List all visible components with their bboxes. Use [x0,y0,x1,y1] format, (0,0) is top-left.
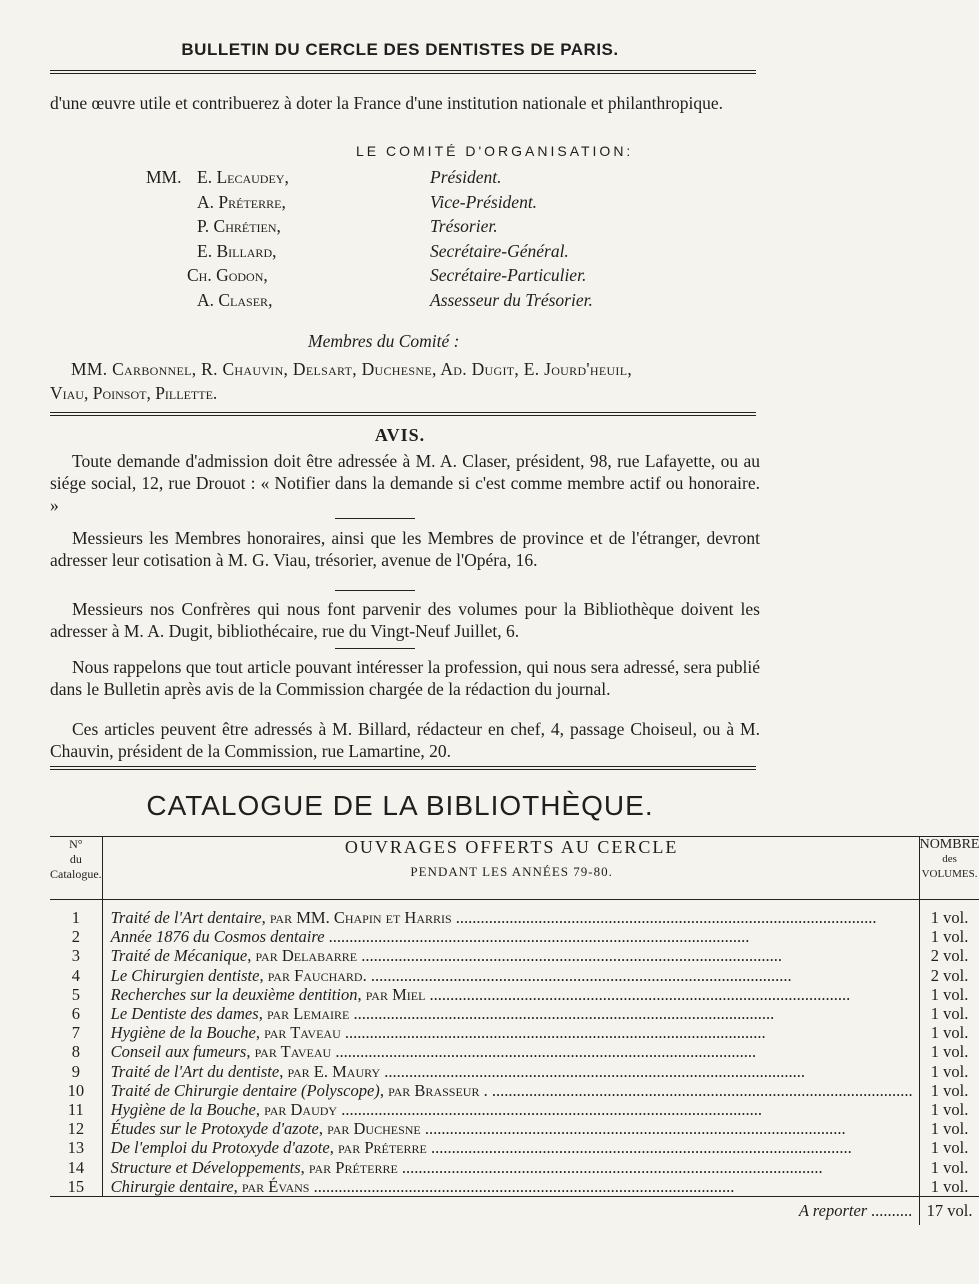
book-number: 10 [50,1081,102,1100]
header-no-line: Catalogue. [50,867,102,881]
header-volumes [919,837,979,900]
officer-role: Secrétaire-Particulier. [430,265,587,285]
book-volumes: 1 vol. [930,1119,969,1139]
separator [335,648,415,649]
book-author: , par Daudy ..... [256,1100,762,1119]
header-vol-line: des [942,853,957,865]
book-number: 2 [50,927,102,946]
book-title: Chirurgie dentaire [110,1176,234,1196]
book-author: , par Miel ..... [357,985,850,1004]
book-volumes: 2 vol. [930,965,969,985]
book-entry [102,927,919,946]
table-row [50,1158,979,1177]
book-author: , par Préterre ..... [330,1138,852,1157]
book-rows [50,900,979,1197]
book-title: Traité de l'Art du dentiste [110,1061,280,1081]
officer-name: E. Lecaudey, [197,167,289,187]
officer-name: Ch. Godon, [187,265,268,285]
book-volumes: 1 vol. [930,1100,969,1120]
table-row [50,1138,979,1157]
members-line: Viau, Poinsot, Pillette. [50,383,218,403]
book-number: 7 [50,1023,102,1042]
officer-role: Trésorier. [430,216,498,236]
header-title-main: OUVRAGES OFFERTS AU CERCLE [344,837,679,857]
book-number: 8 [50,1042,102,1061]
table-row [50,1023,979,1042]
book-title: Recherches sur la deuxième dentition [110,984,358,1004]
book-title: Le Dentiste des dames [110,1004,259,1024]
committee-heading: LE COMITÉ D'ORGANISATION: [356,143,634,159]
table-row [50,1119,979,1138]
book-title: Traité de Chirurgie dentaire (Polyscope) [110,1080,380,1100]
header-no-line: du [69,852,82,866]
book-entry [102,1119,919,1138]
officer-role: Président. [430,167,502,187]
avis-paragraph: Ces articles peuvent être adressés à M. Billard, rédacteur en chef, 4, passage Choiseul, ou à M. Chauvin, président de la Commission, rue Lamartine, 20. [50,719,760,761]
separator [335,590,415,591]
book-volumes: 1 vol. [930,1042,969,1062]
book-number: 6 [50,1004,102,1023]
section-rule [50,766,756,767]
table-header-row [50,837,979,900]
table-row [50,985,979,1004]
mm-prefix: MM. [146,167,182,187]
book-entry [102,1042,919,1061]
book-title: Traité de l'Art dentaire [110,908,262,927]
book-author: , par Lemaire ..... [259,1004,775,1023]
header-rule [50,70,756,71]
book-author: , par Fauchard. ..... [259,966,791,985]
running-head: BULLETIN DU CERCLE DES DENTISTES DE PARIS. [181,40,619,59]
book-number: 14 [50,1158,102,1177]
book-author: , par Brasseur . ..... [380,1081,913,1100]
book-volumes: 1 vol. [930,1004,969,1024]
book-title: Hygiène de la Bouche [110,1023,256,1043]
book-volumes: 1 vol. [930,1080,969,1100]
book-title: Structure et Développements [110,1157,301,1177]
book-entry [102,1158,919,1177]
book-author: , par MM. Chapin et Harris ..... [262,908,877,927]
book-volumes: 1 vol. [930,984,969,1004]
officer-name: A. Préterre, [197,191,286,212]
table-row [50,1177,979,1197]
section-rule [50,769,756,770]
total-value: 17 vol. [919,1197,979,1226]
book-number: 13 [50,1138,102,1157]
book-author: , par Préterre ..... [301,1158,823,1177]
book-entry [102,966,919,985]
book-title: Conseil aux fumeurs [110,1042,247,1062]
table-row [50,900,979,928]
book-number: 4 [50,966,102,985]
book-entry [102,946,919,965]
table-row [50,1042,979,1061]
header-title-sub: PENDANT LES ANNÉES 79-80. [410,864,613,879]
catalogue-table [50,836,979,1225]
book-number: 12 [50,1119,102,1138]
table-row [50,927,979,946]
book-number: 11 [50,1100,102,1119]
book-volumes: 1 vol. [930,1157,969,1177]
catalogue-title: CATALOGUE DE LA BIBLIOTHÈQUE. [146,790,654,821]
book-volumes: 1 vol. [930,1023,969,1043]
header-rule [50,73,756,74]
avis-paragraph: Toute demande d'admission doit être adressée à M. A. Claser, président, 98, rue Lafayette, ou au siége social, 12, rue Drouot : « Notifier dans la demande si c'est comme membre actif ou honoraire. » [50,451,760,515]
book-number: 5 [50,985,102,1004]
book-entry [102,1177,919,1197]
book-entry [102,1062,919,1081]
book-author [325,927,750,946]
book-author: , par E. Maury ..... [279,1062,805,1081]
book-entry [102,900,919,928]
table-row [50,1062,979,1081]
book-title: Année 1876 du Cosmos dentaire [110,927,325,947]
book-entry [102,985,919,1004]
book-entry [102,1100,919,1119]
table-row [50,946,979,965]
avis-title: AVIS. [374,425,426,445]
officer-name: P. Chrétien, [197,216,281,236]
officer-role: Secrétaire-Général. [430,240,569,261]
separator [335,518,415,519]
book-title: Le Chirurgien dentiste [110,965,260,985]
book-author: , par Delabarre ..... [247,946,782,965]
section-rule [50,412,756,413]
book-number: 9 [50,1062,102,1081]
total-label-text: A reporter [798,1201,868,1221]
avis-paragraph: Nous rappelons que tout article pouvant intéresser la profession, qui nous sera adressé, sera publié dans le Bulletin après avis de la Commission chargée de la rédaction du journal. [50,657,760,699]
book-volumes: 1 vol. [930,1138,969,1158]
book-author: , par Duchesne ..... [319,1119,846,1138]
book-entry [102,1081,919,1100]
members-line: MM. Carbonnel, R. Chauvin, Delsart, Duchesne, Ad. Dugit, E. Jourd'heuil, [71,359,633,379]
section-rule [50,415,756,416]
book-title: Études sur le Protoxyde d'azote [110,1119,319,1139]
intro-paragraph: d'une œuvre utile et contribuerez à doter la France d'une institution nationale et philanthropique. [50,93,724,113]
header-vol-line: VOLUMES. [921,868,978,880]
header-title [102,837,919,900]
officer-name: A. Claser, [197,289,273,310]
book-author: , par Taveau ..... [246,1042,756,1061]
book-volumes: 1 vol. [930,908,969,927]
header-vol-line: NOMBRE [919,837,979,852]
book-volumes: 1 vol. [930,1176,969,1196]
book-volumes: 1 vol. [930,927,969,947]
officer-name: E. Billard, [197,240,277,261]
book-number: 1 [50,900,102,928]
avis-paragraph: Messieurs nos Confrères qui nous font parvenir des volumes pour la Bibliothèque doivent les adresser à M. A. Dugit, bibliothécaire, rue du Vingt-Neuf Juillet, 6. [50,599,760,641]
book-volumes: 1 vol. [930,1061,969,1081]
header-no [50,837,102,900]
members-heading: Membres du Comité : [308,331,460,351]
table-row [50,966,979,985]
table-row [50,1081,979,1100]
book-title: Hygiène de la Bouche [110,1100,256,1120]
book-author: , par Taveau ..... [256,1023,766,1042]
book-entry [102,1023,919,1042]
book-entry [102,1004,919,1023]
book-number: 3 [50,946,102,965]
book-author: , par Évans ..... [234,1177,735,1196]
book-volumes: 2 vol. [930,946,969,966]
book-entry [102,1138,919,1157]
table-row [50,1100,979,1119]
book-number: 15 [50,1177,102,1197]
book-title: De l'emploi du Protoxyde d'azote [110,1138,330,1158]
officer-role: Vice-Président. [430,191,538,212]
total-label: A reporter .......... [102,1197,919,1226]
avis-paragraph: Messieurs les Membres honoraires, ainsi que les Membres de province et de l'étranger, devront adresser leur cotisation à M. G. Viau, trésorier, avenue de l'Opéra, 16. [50,528,760,570]
officer-role: Assesseur du Trésorier. [430,289,593,310]
book-title: Traité de Mécanique [110,946,248,966]
header-no-line: N° [69,837,83,851]
table-row [50,1004,979,1023]
total-row [50,1197,979,1226]
